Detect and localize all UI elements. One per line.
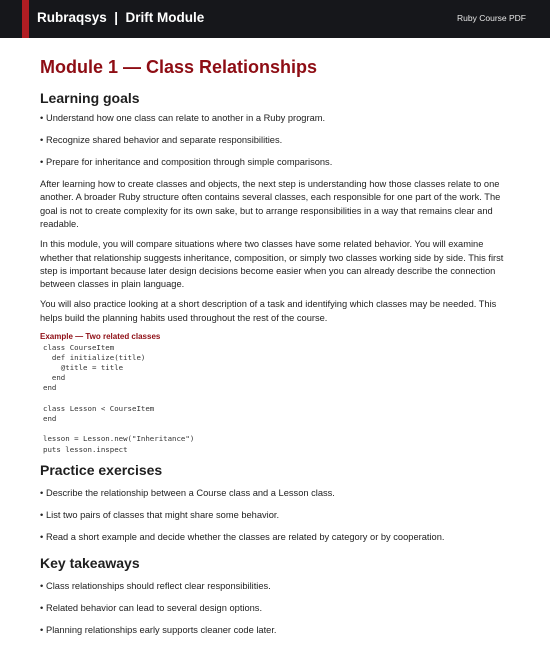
list-item: • List two pairs of classes that might share some behavior. (40, 509, 510, 521)
list-item: • Prepare for inheritance and composition through simple comparisons. (40, 156, 510, 168)
list-item: • Describe the relationship between a Course class and a Lesson class. (40, 487, 510, 499)
list-item: • Planning relationships early supports cleaner code later. (40, 624, 510, 636)
body-paragraph: In this module, you will compare situations where two classes have some related behavior. You will examine whether that relationship suggests inheritance, composition, or simply two classes working side by side. This first step is important because later design decisions become easier when you can already describe the connection between classes in plain language. (40, 239, 504, 290)
list-item: • Read a short example and decide whether the classes are related by category or by cooperation. (40, 531, 510, 543)
body-paragraph: You will also practice looking at a short description of a task and identifying which classes may be needed. This helps build the planning habits used throughout the rest of the course. (40, 299, 497, 323)
list-item: • Related behavior can lead to several design options. (40, 602, 510, 614)
page-header (0, 0, 550, 38)
header-accent-bar (22, 0, 29, 38)
learning-goals-list (40, 112, 510, 168)
body-paragraph: After learning how to create classes and objects, the next step is understanding how those classes relate to one another. A broader Ruby structure often contains several classes, each responsible for one part of the work. The goal is not to create complexity for its own sake, but to arrange responsibilities in a way that remains clear and readable. (40, 179, 501, 230)
learning-goals-heading: Learning goals (40, 90, 140, 106)
list-item: • Class relationships should reflect clear responsibilities. (40, 580, 510, 592)
code-example: class CourseItem def initialize(title) @title = title end end class Lesson < CourseItem end lesson = Lesson.new("Inheritance") puts lesson.inspect (43, 342, 195, 454)
page-content (0, 38, 550, 636)
header-brand: Rubraqsys | Drift Module (37, 10, 205, 25)
takeaways-list (40, 580, 510, 636)
practice-list (40, 487, 510, 543)
page-title: Module 1 — Class Relationships (40, 57, 318, 77)
list-item: • Recognize shared behavior and separate responsibilities. (40, 134, 510, 146)
takeaways-heading: Key takeaways (40, 554, 140, 571)
list-item: • Understand how one class can relate to another in a Ruby program. (40, 112, 510, 124)
practice-heading: Practice exercises (40, 461, 163, 478)
header-document-label: Ruby Course PDF (457, 13, 526, 23)
example-label: Example — Two related classes (40, 331, 161, 341)
